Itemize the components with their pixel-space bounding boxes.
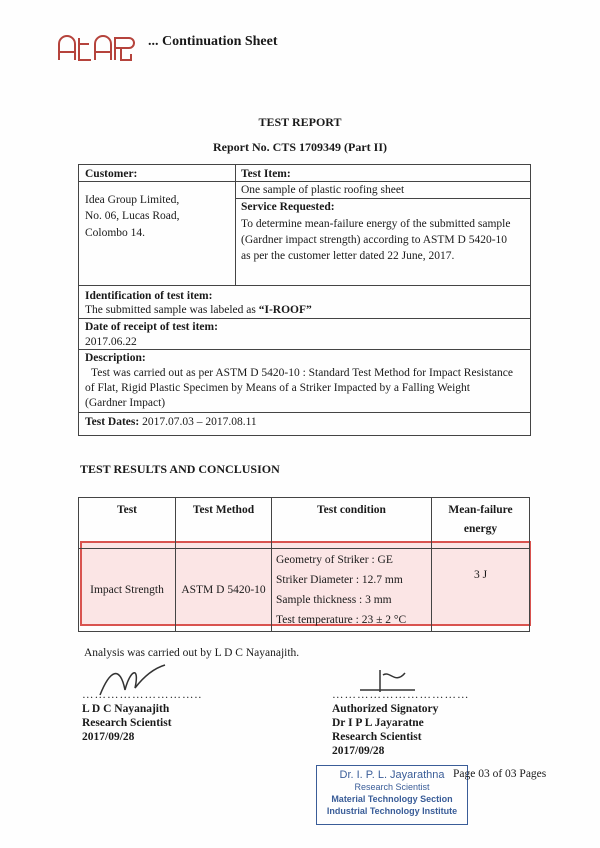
right-role: Authorized Signatory <box>332 703 439 715</box>
description-line-2: of Flat, Rigid Plastic Specimen by Means of a Striker Impacted by a Falling Weight <box>85 382 471 394</box>
right-date: 2017/09/28 <box>332 745 385 757</box>
customer-line-3: Colombo 14. <box>85 227 146 239</box>
description-line-3: (Gardner Impact) <box>85 397 166 409</box>
service-line-2: (Gardner impact strength) according to ASTM D 5420-10 <box>241 234 508 246</box>
left-date: 2017/09/28 <box>82 731 135 743</box>
stamp-line-4: Industrial Technology Institute <box>326 806 458 816</box>
service-line-1: To determine mean-failure energy of the submitted sample <box>241 218 511 230</box>
test-dates <box>85 414 257 430</box>
report-info-box <box>78 164 531 436</box>
header-method: Test Method <box>176 498 272 549</box>
left-name: L D C Nayanajith <box>82 703 170 715</box>
condition-item: Sample thickness : 3 mm <box>276 594 392 606</box>
description-line-1: Test was carried out as per ASTM D 5420-10 : Standard Test Method for Impact Resistance <box>91 367 513 379</box>
table-row <box>79 549 530 632</box>
iti-logo-icon <box>55 30 135 68</box>
header-condition: Test condition <box>272 498 432 549</box>
results-header-row <box>79 498 530 549</box>
test-item-label: Test Item: <box>241 168 291 180</box>
customer-label: Customer: <box>85 168 138 180</box>
stamp-line-1: Dr. I. P. L. Jayarathna <box>339 769 445 781</box>
signature-line-right: …………………………… <box>332 689 470 701</box>
identification-value <box>85 302 312 318</box>
result-method: ASTM D 5420-10 <box>176 549 272 632</box>
sample-label-text: “I-ROOF” <box>258 304 312 316</box>
right-title: Research Scientist <box>332 731 422 743</box>
test-dates-label: Test Dates: <box>85 416 140 428</box>
receipt-value: 2017.06.22 <box>85 336 137 348</box>
right-name: Dr I P L Jayaratne <box>332 717 424 729</box>
header-energy-line-2: energy <box>463 523 498 535</box>
result-conditions <box>272 549 432 632</box>
receipt-label: Date of receipt of test item: <box>85 321 218 333</box>
results-table <box>78 497 530 632</box>
page-number: Page 03 of 03 Pages <box>453 768 547 780</box>
identification-label: Identification of test item: <box>85 290 213 302</box>
official-stamp <box>316 765 468 825</box>
identification-text: The submitted sample was labeled as <box>85 304 259 316</box>
customer-line-2: No. 06, Lucas Road, <box>85 210 180 222</box>
analysis-note: Analysis was carried out by L D C Nayanajith. <box>84 647 300 659</box>
report-number: Report No. CTS 1709349 (Part II) <box>213 140 387 154</box>
stamp-line-2: Research Scientist <box>354 782 430 792</box>
result-energy: 3 J <box>432 549 530 632</box>
header-test: Test <box>79 498 176 549</box>
condition-item: Test temperature : 23 ± 2 °C <box>276 614 407 626</box>
header-energy <box>432 498 530 549</box>
condition-item: Geometry of Striker : GE <box>276 554 393 566</box>
service-line-3: as per the customer letter dated 22 June, 2017. <box>241 250 455 262</box>
signatory-left <box>82 688 202 744</box>
signatory-right <box>332 688 470 758</box>
customer-line-1: Idea Group Limited, <box>85 194 180 206</box>
signature-line-left: ……………………….. <box>82 689 203 701</box>
test-dates-value: 2017.07.03 – 2017.08.11 <box>142 416 257 428</box>
condition-item: Striker Diameter : 12.7 mm <box>276 574 403 586</box>
continuation-sheet-heading: ... Continuation Sheet <box>148 34 278 49</box>
description-label: Description: <box>85 352 146 364</box>
left-title: Research Scientist <box>82 717 172 729</box>
test-item-value: One sample of plastic roofing sheet <box>241 184 405 196</box>
stamp-line-3: Material Technology Section <box>331 794 453 804</box>
service-requested-label: Service Requested: <box>241 201 335 213</box>
result-test: Impact Strength <box>79 549 176 632</box>
report-title: TEST REPORT <box>258 115 342 129</box>
results-section-title: TEST RESULTS AND CONCLUSION <box>80 462 280 476</box>
header-energy-line-1: Mean-failure <box>448 504 513 516</box>
